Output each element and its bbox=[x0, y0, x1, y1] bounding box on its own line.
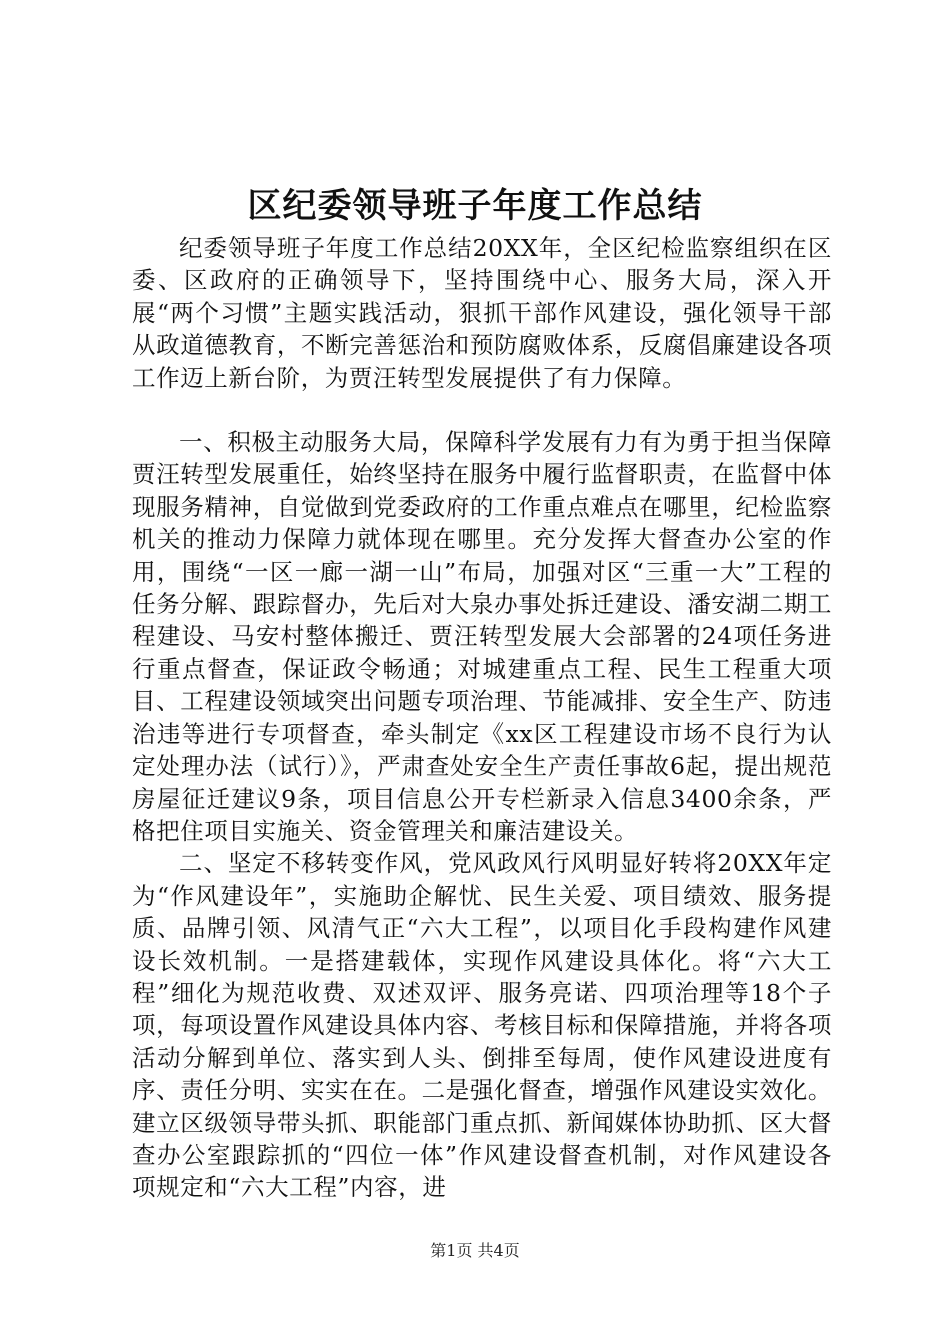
document-title: 区纪委领导班子年度工作总结 bbox=[247, 186, 703, 226]
page-number-footer: 第1页 共4页 bbox=[430, 1241, 520, 1260]
paragraph-spacer bbox=[132, 394, 832, 426]
intro-paragraph: 纪委领导班子年度工作总结20XX年，全区纪检监察组织在区委、区政府的正确领导下，坚持围绕中心、服务大局，深入开展“两个习惯”主题实践活动，狠抓干部作风建设，强化领导干部从政道德教育，不断完善惩治和预防腐败体系，反腐倡廉建设各项工作迈上新台阶，为贾汪转型发展提供了有力保障。 bbox=[132, 234, 832, 392]
section-two-paragraph: 二、坚定不移转变作风，党风政风行风明显好转将20XX年定为“作风建设年”，实施助企解忧、民生关爱、项目绩效、服务提质、品牌引领、风清气正“六大工程”，以项目化手段构建作风建设长效机制。一是搭建载体，实现作风建设具体化。将“六大工程”细化为规范收费、双述双评、服务亮诺、四项治理等18个子项，每项设置作风建设具体内容、考核目标和保障措施，并将各项活动分解到单位、落实到人头、倒排至每周，使作风建设进度有序、责任分明、实实在在。二是强化督查，增强作风建设实效化。建立区级领导带头抓、职能部门重点抓、新闻媒体协助抓、区大督查办公室跟踪抓的“四位一体”作风建设督查机制，对作风建设各项规定和“六大工程”内容，进 bbox=[132, 849, 832, 1202]
document-body bbox=[132, 232, 832, 1204]
section-one-paragraph: 一、积极主动服务大局，保障科学发展有力有为勇于担当保障贾汪转型发展重任，始终坚持在服务中履行监督职责，在监督中体现服务精神，自觉做到党委政府的工作重点难点在哪里，纪检监察机关的推动力保障力就体现在哪里。充分发挥大督查办公室的作用，围绕“一区一廊一湖一山”布局，加强对区“三重一大”工程的任务分解、跟踪督办，先后对大泉办事处拆迁建设、潘安湖二期工程建设、马安村整体搬迁、贾汪转型发展大会部署的24项任务进行重点督查，保证政令畅通；对城建重点工程、民生工程重大项目、工程建设领域突出问题专项治理、节能减排、安全生产、防违治违等进行专项督查，牵头制定《xx区工程建设市场不良行为认定处理办法（试行）》，严肃查处安全生产责任事故6起，提出规范房屋征迁建议9条，项目信息公开专栏新录入信息3400余条，严格把住项目实施关、资金管理关和廉洁建设关。 bbox=[132, 428, 832, 845]
